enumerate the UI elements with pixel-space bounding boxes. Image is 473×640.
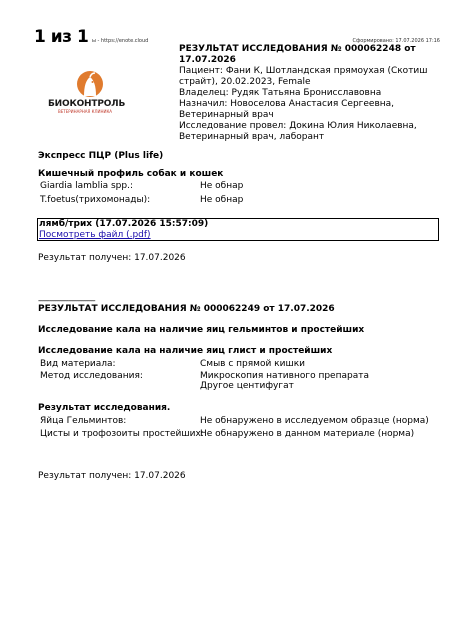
method-value: Микроскопия нативного препарата	[200, 371, 369, 381]
view-pdf-link[interactable]: Посмотреть файл (.pdf)	[39, 230, 151, 240]
result-label: T.foetus(трихомонады):	[40, 195, 151, 205]
method-label: Метод исследования:	[40, 371, 143, 381]
report-title: РЕЗУЛЬТАТ ИССЛЕДОВАНИЯ № 000062249 от 17.07.2026	[38, 304, 335, 314]
source-link: ы - https://enote.cloud	[92, 38, 149, 44]
material-value: Смыв с прямой кишки	[200, 359, 305, 369]
result-value: Не обнар	[200, 195, 244, 205]
results-heading: Результат исследования.	[38, 403, 171, 413]
report-header	[179, 44, 441, 143]
owner-info: Владелец: Рудяк Татьяна Бронисславовна	[179, 88, 382, 98]
clinic-logo-icon	[48, 68, 132, 100]
result-value: Не обнар	[200, 181, 244, 191]
section-subtitle: Кишечный профиль собак и кошек	[38, 169, 224, 179]
generated-timestamp: Сформировано: 17.07.2026 17:16	[352, 38, 440, 44]
result-label: Яйца Гельминтов:	[40, 416, 127, 426]
attachment-title: лямб/трих (17.07.2026 15:57:09)	[39, 219, 209, 229]
section-title: Экспресс ПЦР (Plus life)	[38, 151, 164, 161]
report-title: РЕЗУЛЬТАТ ИССЛЕДОВАНИЯ № 000062248 от 17.07.2026	[179, 44, 416, 65]
study-subtitle: Исследование кала на наличие яиц глист и простейших	[38, 346, 333, 356]
result-label: Giardia lamblia spp.:	[40, 181, 134, 191]
result-label: Цисты и трофозоиты простейших:	[40, 429, 204, 439]
result-received-date: Результат получен: 17.07.2026	[38, 253, 186, 263]
assigned-by: Назначил: Новоселова Анастасия Сергеевна, Ветеринарный врач	[179, 99, 395, 120]
result-value: Не обнаружено в данном материале (норма)	[200, 429, 415, 439]
result-value: Не обнаружено в исследуемом образце (норма)	[200, 416, 429, 426]
patient-info: Пациент: Фани К, Шотландская прямоухая (Скотиш страйт), 20.02.2023, Female	[179, 66, 428, 87]
material-label: Вид материала:	[40, 359, 116, 369]
clinic-name: БИОКОНТРОЛЬ	[48, 99, 126, 109]
study-title: Исследование кала на наличие яиц гельминтов и простейших	[38, 325, 365, 335]
page-counter: 1 из 1	[34, 27, 89, 47]
clinic-subtitle: ВЕТЕРИНАРНАЯ КЛИНИКА	[58, 109, 113, 114]
method-value: Другое центифугат	[200, 381, 294, 391]
result-received-date: Результат получен: 17.07.2026	[38, 471, 186, 481]
performed-by: Исследование провел: Докина Юлия Николаевна, Ветеринарный врач, лаборант	[179, 121, 417, 142]
section-divider: ------------------------------	[38, 296, 95, 305]
